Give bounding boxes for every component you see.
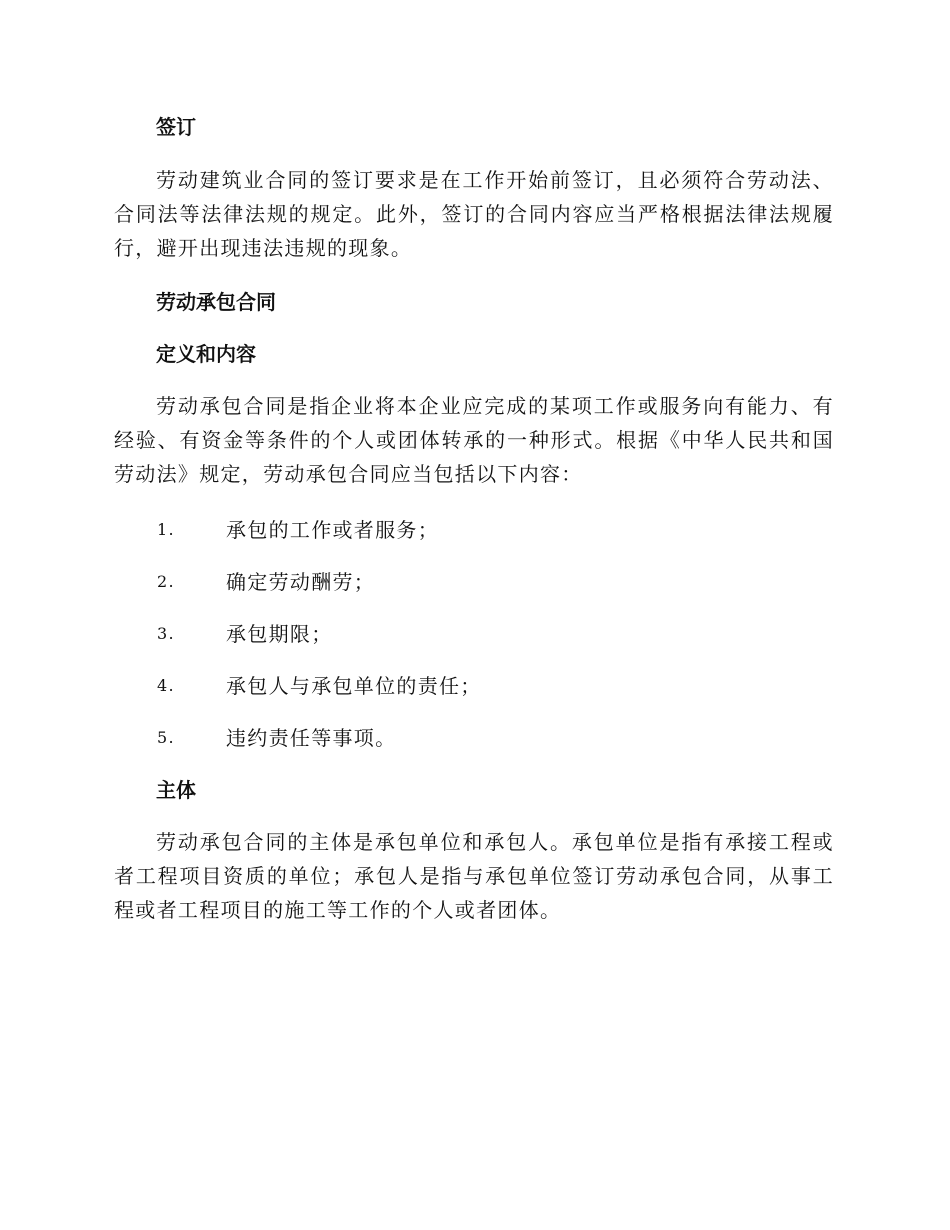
list-item-text: 确定劳动酬劳；: [226, 570, 376, 594]
list-item-number: 4.: [157, 676, 175, 695]
paragraph-subject: 劳动承包合同的主体是承包单位和承包人。承包单位是指有承接工程或者工程项目资质的单位；承包人是指与承包单位签订劳动承包合同，从事工程或者工程项目的施工等工作的个人或者团体。: [114, 830, 834, 922]
list-item-text: 承包人与承包单位的责任；: [226, 674, 482, 698]
heading-contract-labor: 劳动承包合同: [156, 290, 276, 314]
list-item: [114, 673, 834, 699]
list-item: [114, 569, 834, 595]
heading-subject: 主体: [156, 778, 196, 802]
list-item: [114, 517, 834, 543]
list-item: [114, 725, 834, 751]
paragraph-definition: 劳动承包合同是指企业将本企业应完成的某项工作或服务向有能力、有经验、有资金等条件的个人或团体转承的一种形式。根据《中华人民共和国劳动法》规定，劳动承包合同应当包括以下内容：: [114, 394, 834, 486]
paragraph-signing: 劳动建筑业合同的签订要求是在工作开始前签订，且必须符合劳动法、合同法等法律法规的规定。此外，签订的合同内容应当严格根据法律法规履行，避开出现违法违规的现象。: [114, 168, 834, 260]
list-item-number: 2.: [157, 572, 175, 591]
list-item-number: 1.: [157, 520, 175, 539]
heading-signing: 签订: [156, 115, 196, 139]
heading-definition: 定义和内容: [156, 342, 256, 366]
list-item-text: 承包期限；: [226, 622, 333, 646]
content-list: [114, 517, 834, 751]
list-item: [114, 621, 834, 647]
list-item-number: 3.: [157, 624, 175, 643]
list-item-text: 违约责任等事项。: [226, 726, 397, 750]
list-item-text: 承包的工作或者服务；: [226, 518, 439, 542]
document-body: [114, 108, 834, 927]
list-item-number: 5.: [157, 728, 175, 747]
